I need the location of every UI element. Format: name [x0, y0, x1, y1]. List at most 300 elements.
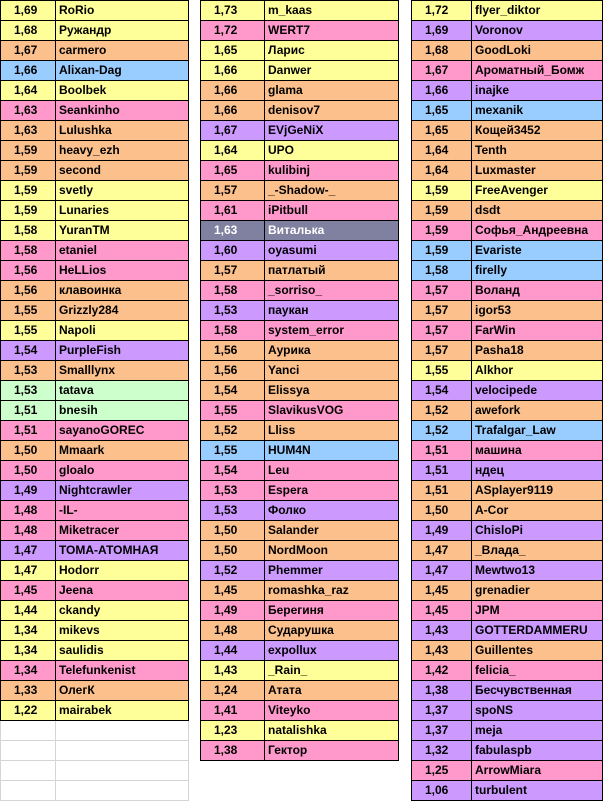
- player-name-cell[interactable]: heavy_ezh: [56, 141, 189, 161]
- player-name-cell[interactable]: Telefunkenist: [56, 661, 189, 681]
- score-cell[interactable]: 1,53: [201, 501, 265, 521]
- player-name-cell[interactable]: Guillentes: [472, 641, 603, 661]
- score-cell[interactable]: 1,65: [412, 121, 472, 141]
- score-cell[interactable]: 1,58: [201, 281, 265, 301]
- player-name-cell[interactable]: HeLLios: [56, 261, 189, 281]
- score-cell[interactable]: 1,54: [201, 461, 265, 481]
- score-cell[interactable]: 1,06: [412, 781, 472, 801]
- player-name-cell[interactable]: ASplayer9119: [472, 481, 603, 501]
- score-cell[interactable]: 1,50: [201, 541, 265, 561]
- table-row: [412, 21, 603, 41]
- score-cell[interactable]: 1,57: [201, 181, 265, 201]
- player-name-cell[interactable]: _-Shadow-_: [265, 181, 399, 201]
- player-name-cell[interactable]: romashka_raz: [265, 581, 399, 601]
- score-cell[interactable]: 1,61: [201, 201, 265, 221]
- player-name-cell[interactable]: ОлегК: [56, 681, 189, 701]
- table-row: [412, 661, 603, 681]
- table-row: [412, 581, 603, 601]
- player-name-cell[interactable]: ArrowMiara: [472, 761, 603, 781]
- score-cell[interactable]: 1,66: [412, 81, 472, 101]
- player-name-cell[interactable]: паукан: [265, 301, 399, 321]
- table-row: [201, 561, 399, 581]
- score-cell[interactable]: 1,64: [1, 81, 56, 101]
- score-cell[interactable]: 1,59: [1, 161, 56, 181]
- score-cell[interactable]: 1,57: [412, 301, 472, 321]
- player-name-cell[interactable]: ckandy: [56, 601, 189, 621]
- player-name-cell[interactable]: oyasumi: [265, 241, 399, 261]
- table-row: [201, 441, 399, 461]
- table-row: [412, 201, 603, 221]
- table-row: [412, 301, 603, 321]
- player-name-cell[interactable]: Берегиня: [265, 601, 399, 621]
- table-row: [412, 101, 603, 121]
- table-row: [1, 701, 189, 721]
- score-cell[interactable]: 1,49: [201, 601, 265, 621]
- score-cell[interactable]: 1,72: [201, 21, 265, 41]
- score-cell[interactable]: 1,55: [201, 401, 265, 421]
- player-name-cell[interactable]: Leu: [265, 461, 399, 481]
- table-row: [201, 621, 399, 641]
- score-cell[interactable]: 1,49: [412, 521, 472, 541]
- score-cell[interactable]: 1,55: [1, 301, 56, 321]
- player-name-cell[interactable]: клавоинка: [56, 281, 189, 301]
- score-cell[interactable]: 1,55: [201, 441, 265, 461]
- table-row: [412, 681, 603, 701]
- player-name-cell[interactable]: WERT7: [265, 21, 399, 41]
- table-row: [412, 121, 603, 141]
- player-name-cell[interactable]: -IL-: [56, 501, 189, 521]
- score-cell[interactable]: 1,56: [1, 281, 56, 301]
- player-name-cell[interactable]: патлатый: [265, 261, 399, 281]
- table-row: [201, 61, 399, 81]
- score-cell[interactable]: 1,68: [1, 21, 56, 41]
- score-cell[interactable]: 1,56: [201, 341, 265, 361]
- table-row: [412, 501, 603, 521]
- score-cell[interactable]: 1,67: [1, 41, 56, 61]
- score-cell[interactable]: 1,68: [412, 41, 472, 61]
- player-name-cell[interactable]: Espera: [265, 481, 399, 501]
- score-cell[interactable]: 1,59: [412, 221, 472, 241]
- table-row: [1, 21, 189, 41]
- player-name-cell[interactable]: iPitbull: [265, 201, 399, 221]
- table-row: [1, 481, 189, 501]
- score-cell[interactable]: 1,38: [201, 741, 265, 761]
- score-cell[interactable]: 1,54: [412, 381, 472, 401]
- player-name-cell[interactable]: Jeena: [56, 581, 189, 601]
- player-name-cell[interactable]: Salander: [265, 521, 399, 541]
- player-name-cell[interactable]: JPM: [472, 601, 603, 621]
- score-cell[interactable]: 1,58: [412, 261, 472, 281]
- player-name-cell[interactable]: HUM4N: [265, 441, 399, 461]
- player-name-cell[interactable]: Гектор: [265, 741, 399, 761]
- player-name-cell[interactable]: машина: [472, 441, 603, 461]
- player-name-cell[interactable]: system_error: [265, 321, 399, 341]
- table-row: [201, 601, 399, 621]
- score-cell[interactable]: 1,66: [201, 81, 265, 101]
- score-cell[interactable]: 1,51: [1, 421, 56, 441]
- player-name-cell[interactable]: denisov7: [265, 101, 399, 121]
- player-name-cell[interactable]: mikevs: [56, 621, 189, 641]
- empty-cell[interactable]: [56, 741, 189, 761]
- table-row: [1, 461, 189, 481]
- player-name-cell[interactable]: Виталька: [265, 221, 399, 241]
- player-name-cell[interactable]: expollux: [265, 641, 399, 661]
- player-name-cell[interactable]: FarWin: [472, 321, 603, 341]
- player-name-cell[interactable]: kulibinj: [265, 161, 399, 181]
- player-name-cell[interactable]: Alkhor: [472, 361, 603, 381]
- player-name-cell[interactable]: felicia_: [472, 661, 603, 681]
- score-cell[interactable]: 1,47: [1, 541, 56, 561]
- score-cell[interactable]: 1,59: [412, 181, 472, 201]
- score-cell[interactable]: 1,58: [1, 221, 56, 241]
- score-cell[interactable]: 1,47: [412, 541, 472, 561]
- score-cell[interactable]: 1,59: [412, 241, 472, 261]
- player-name-cell[interactable]: Yanci: [265, 361, 399, 381]
- table-row: [201, 421, 399, 441]
- score-cell[interactable]: 1,37: [412, 701, 472, 721]
- score-cell[interactable]: 1,43: [201, 661, 265, 681]
- player-name-cell[interactable]: gloalo: [56, 461, 189, 481]
- table-row: [1, 341, 189, 361]
- score-cell[interactable]: 1,45: [412, 601, 472, 621]
- empty-row: [1, 761, 189, 781]
- score-cell[interactable]: 1,38: [412, 681, 472, 701]
- player-name-cell[interactable]: carmero: [56, 41, 189, 61]
- player-name-cell[interactable]: velocipede: [472, 381, 603, 401]
- table-row: [201, 201, 399, 221]
- table-row: [201, 581, 399, 601]
- player-name-cell[interactable]: bnesih: [56, 401, 189, 421]
- score-cell[interactable]: 1,63: [1, 121, 56, 141]
- player-name-cell[interactable]: YuranTM: [56, 221, 189, 241]
- player-name-cell[interactable]: turbulent: [472, 781, 603, 801]
- player-name-cell[interactable]: flyer_diktor: [472, 1, 603, 21]
- player-name-cell[interactable]: saulidis: [56, 641, 189, 661]
- score-cell[interactable]: 1,25: [412, 761, 472, 781]
- table-row: [412, 261, 603, 281]
- table-row: [1, 61, 189, 81]
- score-cell[interactable]: 1,45: [412, 581, 472, 601]
- player-name-cell[interactable]: Boolbek: [56, 81, 189, 101]
- table-row: [412, 621, 603, 641]
- player-name-cell[interactable]: Luxmaster: [472, 161, 603, 181]
- player-name-cell[interactable]: Аурика: [265, 341, 399, 361]
- table-row: [1, 401, 189, 421]
- score-cell[interactable]: 1,60: [201, 241, 265, 261]
- score-cell[interactable]: 1,53: [201, 301, 265, 321]
- score-cell[interactable]: 1,66: [1, 61, 56, 81]
- empty-cell[interactable]: [56, 761, 189, 781]
- player-name-cell[interactable]: Pasha18: [472, 341, 603, 361]
- score-cell[interactable]: 1,67: [201, 121, 265, 141]
- table-row: [201, 681, 399, 701]
- player-name-cell[interactable]: awefork: [472, 401, 603, 421]
- player-name-cell[interactable]: Софья_Андреевна: [472, 221, 603, 241]
- score-cell[interactable]: 1,50: [412, 501, 472, 521]
- score-cell[interactable]: 1,43: [412, 621, 472, 641]
- player-name-cell[interactable]: Miketracer: [56, 521, 189, 541]
- player-name-cell[interactable]: m_kaas: [265, 1, 399, 21]
- table-row: [412, 221, 603, 241]
- empty-cell[interactable]: [1, 721, 56, 741]
- table-row: [412, 741, 603, 761]
- player-name-cell[interactable]: Danwer: [265, 61, 399, 81]
- player-name-cell[interactable]: inajke: [472, 81, 603, 101]
- player-name-cell[interactable]: grenadier: [472, 581, 603, 601]
- ranking-column-2: [200, 0, 399, 761]
- score-cell[interactable]: 1,51: [412, 441, 472, 461]
- player-name-cell[interactable]: RoRio: [56, 1, 189, 21]
- score-cell[interactable]: 1,65: [201, 41, 265, 61]
- table-row: [201, 741, 399, 761]
- player-name-cell[interactable]: Lulushka: [56, 121, 189, 141]
- player-name-cell[interactable]: meja: [472, 721, 603, 741]
- player-name-cell[interactable]: dsdt: [472, 201, 603, 221]
- empty-cell[interactable]: [1, 781, 56, 801]
- score-cell[interactable]: 1,44: [1, 601, 56, 621]
- score-cell[interactable]: 1,23: [201, 721, 265, 741]
- score-cell[interactable]: 1,59: [1, 201, 56, 221]
- table-row: [412, 481, 603, 501]
- player-name-cell[interactable]: Elissya: [265, 381, 399, 401]
- player-name-cell[interactable]: SlavikusVOG: [265, 401, 399, 421]
- table-row: [201, 1, 399, 21]
- score-cell[interactable]: 1,59: [412, 201, 472, 221]
- empty-row: [1, 781, 189, 801]
- empty-cell[interactable]: [1, 761, 56, 781]
- table-row: [201, 701, 399, 721]
- score-cell[interactable]: 1,49: [1, 481, 56, 501]
- score-cell[interactable]: 1,52: [412, 401, 472, 421]
- table-row: [412, 761, 603, 781]
- score-cell[interactable]: 1,64: [412, 141, 472, 161]
- score-cell[interactable]: 1,48: [201, 621, 265, 641]
- score-cell[interactable]: 1,52: [412, 421, 472, 441]
- score-cell[interactable]: 1,45: [1, 581, 56, 601]
- player-name-cell[interactable]: mexanik: [472, 101, 603, 121]
- player-name-cell[interactable]: Hodorr: [56, 561, 189, 581]
- player-name-cell[interactable]: spoNS: [472, 701, 603, 721]
- player-name-cell[interactable]: Ружандр: [56, 21, 189, 41]
- score-cell[interactable]: 1,58: [1, 241, 56, 261]
- player-name-cell[interactable]: Воланд: [472, 281, 603, 301]
- player-name-cell[interactable]: Trafalgar_Law: [472, 421, 603, 441]
- player-name-cell[interactable]: firelly: [472, 261, 603, 281]
- table-row: [201, 221, 399, 241]
- empty-cell[interactable]: [56, 721, 189, 741]
- player-name-cell[interactable]: Smalllynx: [56, 361, 189, 381]
- score-cell[interactable]: 1,22: [1, 701, 56, 721]
- score-cell[interactable]: 1,53: [1, 381, 56, 401]
- player-name-cell[interactable]: Evariste: [472, 241, 603, 261]
- score-cell[interactable]: 1,54: [1, 341, 56, 361]
- score-cell[interactable]: 1,51: [412, 481, 472, 501]
- score-cell[interactable]: 1,67: [412, 61, 472, 81]
- table-row: [1, 281, 189, 301]
- table-row: [1, 181, 189, 201]
- player-name-cell[interactable]: tatava: [56, 381, 189, 401]
- table-row: [412, 541, 603, 561]
- score-cell[interactable]: 1,73: [201, 1, 265, 21]
- score-cell[interactable]: 1,37: [412, 721, 472, 741]
- player-name-cell[interactable]: Alixan-Dag: [56, 61, 189, 81]
- score-cell[interactable]: 1,34: [1, 621, 56, 641]
- table-row: [201, 21, 399, 41]
- score-cell[interactable]: 1,47: [1, 561, 56, 581]
- table-row: [201, 41, 399, 61]
- score-cell[interactable]: 1,52: [201, 561, 265, 581]
- player-name-cell[interactable]: Mmaark: [56, 441, 189, 461]
- player-name-cell[interactable]: _sorriso_: [265, 281, 399, 301]
- player-name-cell[interactable]: _Rain_: [265, 661, 399, 681]
- player-name-cell[interactable]: GOTTERDAMMERU: [472, 621, 603, 641]
- player-name-cell[interactable]: Фолко: [265, 501, 399, 521]
- player-name-cell[interactable]: Viteyko: [265, 701, 399, 721]
- table-row: [412, 521, 603, 541]
- ranking-column-3: [411, 0, 603, 801]
- table-row: [412, 241, 603, 261]
- player-name-cell[interactable]: natalishka: [265, 721, 399, 741]
- score-cell[interactable]: 1,63: [1, 101, 56, 121]
- score-cell[interactable]: 1,65: [201, 161, 265, 181]
- score-cell[interactable]: 1,65: [412, 101, 472, 121]
- score-cell[interactable]: 1,33: [1, 681, 56, 701]
- player-name-cell[interactable]: A-Cor: [472, 501, 603, 521]
- table-row: [412, 381, 603, 401]
- player-name-cell[interactable]: Seankinho: [56, 101, 189, 121]
- table-row: [1, 381, 189, 401]
- table-row: [1, 1, 189, 21]
- score-cell[interactable]: 1,53: [1, 361, 56, 381]
- score-cell[interactable]: 1,57: [412, 341, 472, 361]
- score-cell[interactable]: 1,58: [201, 321, 265, 341]
- player-name-cell[interactable]: _Влада_: [472, 541, 603, 561]
- empty-cell[interactable]: [56, 781, 189, 801]
- player-name-cell[interactable]: EVjGeNiX: [265, 121, 399, 141]
- score-cell[interactable]: 1,57: [201, 261, 265, 281]
- score-cell[interactable]: 1,64: [201, 141, 265, 161]
- player-name-cell[interactable]: Tenth: [472, 141, 603, 161]
- player-name-cell[interactable]: mairabek: [56, 701, 189, 721]
- score-cell[interactable]: 1,56: [201, 361, 265, 381]
- score-cell[interactable]: 1,72: [412, 1, 472, 21]
- player-name-cell[interactable]: PurpleFish: [56, 341, 189, 361]
- empty-cell[interactable]: [1, 741, 56, 761]
- player-name-cell[interactable]: NordMoon: [265, 541, 399, 561]
- score-cell[interactable]: 1,32: [412, 741, 472, 761]
- player-name-cell[interactable]: igor53: [472, 301, 603, 321]
- score-cell[interactable]: 1,64: [412, 161, 472, 181]
- score-cell[interactable]: 1,69: [412, 21, 472, 41]
- player-name-cell[interactable]: glama: [265, 81, 399, 101]
- player-name-cell[interactable]: ChisloPi: [472, 521, 603, 541]
- score-cell[interactable]: 1,51: [412, 461, 472, 481]
- table-row: [412, 721, 603, 741]
- player-name-cell[interactable]: GoodLoki: [472, 41, 603, 61]
- score-cell[interactable]: 1,42: [412, 661, 472, 681]
- player-name-cell[interactable]: Mewtwo13: [472, 561, 603, 581]
- player-name-cell[interactable]: Nightcrawler: [56, 481, 189, 501]
- score-cell[interactable]: 1,57: [412, 321, 472, 341]
- score-cell[interactable]: 1,44: [201, 641, 265, 661]
- score-cell[interactable]: 1,55: [412, 361, 472, 381]
- score-cell[interactable]: 1,57: [412, 281, 472, 301]
- score-cell[interactable]: 1,34: [1, 641, 56, 661]
- player-name-cell[interactable]: Voronov: [472, 21, 603, 41]
- player-name-cell[interactable]: Napoli: [56, 321, 189, 341]
- score-cell[interactable]: 1,52: [201, 421, 265, 441]
- player-name-cell[interactable]: ндец: [472, 461, 603, 481]
- score-cell[interactable]: 1,56: [1, 261, 56, 281]
- score-cell[interactable]: 1,48: [1, 501, 56, 521]
- player-name-cell[interactable]: fabulaspb: [472, 741, 603, 761]
- player-name-cell[interactable]: Lunaries: [56, 201, 189, 221]
- score-cell[interactable]: 1,66: [201, 101, 265, 121]
- score-cell[interactable]: 1,47: [412, 561, 472, 581]
- score-cell[interactable]: 1,50: [1, 441, 56, 461]
- player-name-cell[interactable]: Кощей3452: [472, 121, 603, 141]
- player-name-cell[interactable]: Lliss: [265, 421, 399, 441]
- table-row: [1, 681, 189, 701]
- player-name-cell[interactable]: Сударушка: [265, 621, 399, 641]
- score-cell[interactable]: 1,48: [1, 521, 56, 541]
- score-cell[interactable]: 1,43: [412, 641, 472, 661]
- score-cell[interactable]: 1,53: [201, 481, 265, 501]
- score-cell[interactable]: 1,50: [1, 461, 56, 481]
- player-name-cell[interactable]: sayanoGOREC: [56, 421, 189, 441]
- table-row: [412, 701, 603, 721]
- player-name-cell[interactable]: Ларис: [265, 41, 399, 61]
- score-cell[interactable]: 1,45: [201, 581, 265, 601]
- score-cell[interactable]: 1,66: [201, 61, 265, 81]
- player-name-cell[interactable]: Атата: [265, 681, 399, 701]
- score-cell[interactable]: 1,50: [201, 521, 265, 541]
- player-name-cell[interactable]: etaniel: [56, 241, 189, 261]
- score-cell[interactable]: 1,24: [201, 681, 265, 701]
- score-cell[interactable]: 1,55: [1, 321, 56, 341]
- table-row: [412, 401, 603, 421]
- player-name-cell[interactable]: second: [56, 161, 189, 181]
- score-cell[interactable]: 1,41: [201, 701, 265, 721]
- score-cell[interactable]: 1,59: [1, 141, 56, 161]
- score-cell[interactable]: 1,59: [1, 181, 56, 201]
- table-row: [412, 641, 603, 661]
- score-cell[interactable]: 1,34: [1, 661, 56, 681]
- score-cell[interactable]: 1,54: [201, 381, 265, 401]
- ranking-table-2: [200, 0, 399, 761]
- table-row: [1, 641, 189, 661]
- score-cell[interactable]: 1,51: [1, 401, 56, 421]
- player-name-cell[interactable]: UPO: [265, 141, 399, 161]
- empty-row: [1, 741, 189, 761]
- player-name-cell[interactable]: FreeAvenger: [472, 181, 603, 201]
- score-cell[interactable]: 1,63: [201, 221, 265, 241]
- table-row: [1, 501, 189, 521]
- player-name-cell[interactable]: Grizzly284: [56, 301, 189, 321]
- score-cell[interactable]: 1,69: [1, 1, 56, 21]
- player-name-cell[interactable]: svetly: [56, 181, 189, 201]
- table-row: [201, 501, 399, 521]
- table-row: [1, 601, 189, 621]
- table-row: [1, 581, 189, 601]
- table-row: [201, 281, 399, 301]
- table-row: [1, 321, 189, 341]
- player-name-cell[interactable]: Бесчувственная: [472, 681, 603, 701]
- player-name-cell[interactable]: Ароматный_Бомж: [472, 61, 603, 81]
- table-row: [201, 261, 399, 281]
- player-name-cell[interactable]: ТОМА-АТОМНАЯ: [56, 541, 189, 561]
- player-name-cell[interactable]: Phemmer: [265, 561, 399, 581]
